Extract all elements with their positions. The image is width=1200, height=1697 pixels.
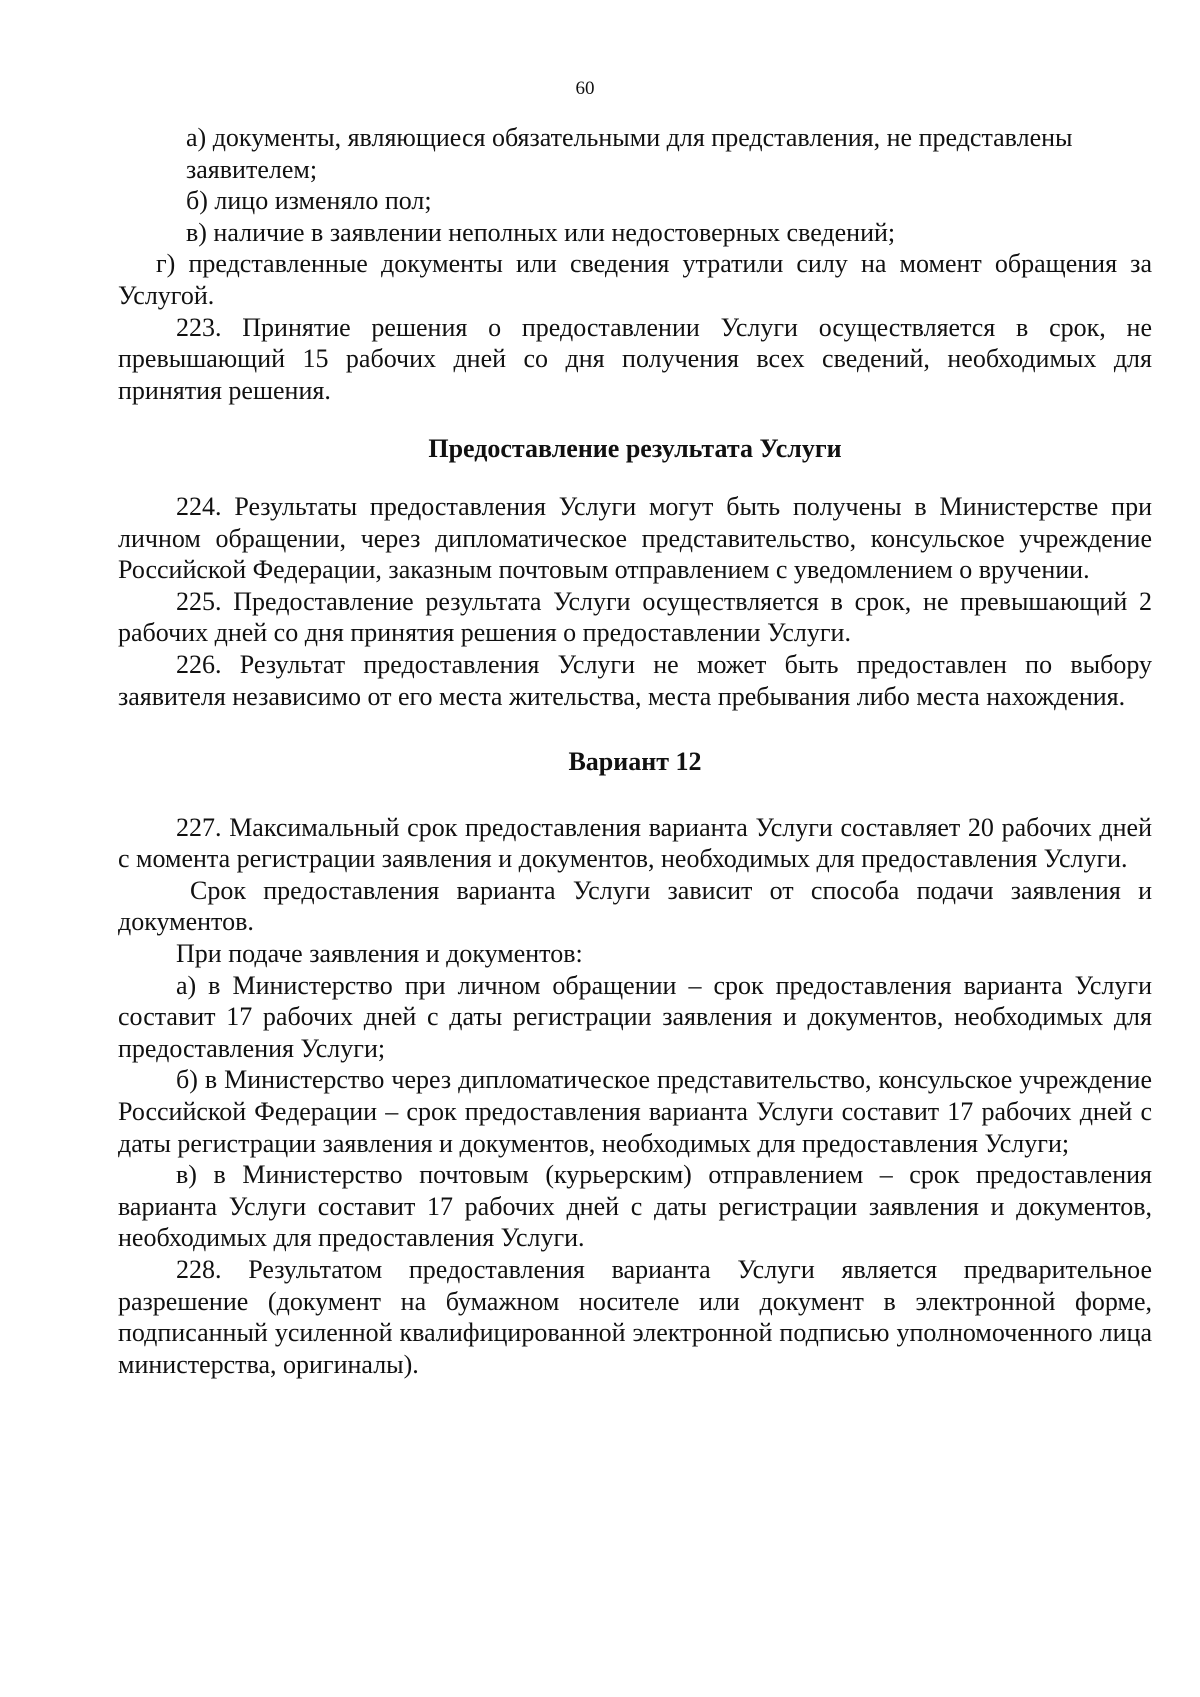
paragraph-225: 225. Предоставление результата Услуги осуществляется в срок, не превышающий 2 рабочих дней со дня принятия решения о предоставлении Услуги.	[118, 586, 1152, 648]
paragraph-227-a: а) в Министерство при личном обращении – срок предоставления варианта Услуги составит 17 рабочих дней с даты регистрации заявления и документов, необходимых для предоставления Услуги;	[118, 970, 1152, 1063]
paragraph-227-submit: При подаче заявления и документов:	[176, 939, 583, 969]
section-heading-result: Предоставление результата Услуги	[428, 434, 842, 464]
paragraph-228: 228. Результатом предоставления варианта Услуги является предварительное разрешение (документ на бумажном носителе или документ в электронной форме, подписанный усиленной квалифицированной электронной подписью уполномоченного лица министерства, оригиналы).	[118, 1255, 1152, 1379]
paragraph-227-b: б) в Министерство через дипломатическое представительство, консульское учреждение Российской Федерации – срок предоставления варианта Услуги составит 17 рабочих дней с даты регистрации заявления и документов, необходимых для предоставления Услуги;	[118, 1065, 1152, 1158]
document-body	[118, 122, 1152, 1380]
list-item-g: г) представленные документы или сведения утратили силу на момент обращения за Услугой.	[118, 249, 1152, 310]
paragraph-223: 223. Принятие решения о предоставлении Услуги осуществляется в срок, не превышающий 15 рабочих дней со дня получения всех сведений, необходимых для принятия решения.	[118, 312, 1152, 405]
section-heading-variant-12: Вариант 12	[568, 747, 702, 777]
paragraph-227: 227. Максимальный срок предоставления варианта Услуги составляет 20 рабочих дней с момента регистрации заявления и документов, необходимых для предоставления Услуги.	[118, 812, 1152, 874]
paragraph-226: 226. Результат предоставления Услуги не может быть предоставлен по выбору заявителя независимо от его места жительства, места пребывания либо места нахождения.	[118, 649, 1152, 711]
paragraph-224: 224. Результаты предоставления Услуги могут быть получены в Министерстве при личном обращении, через дипломатическое представительство, консульское учреждение Российской Федерации, заказным почтовым отправлением с уведомлением о вручении.	[118, 491, 1152, 585]
list-item-b: б) лицо изменяло пол;	[186, 186, 432, 216]
list-item-a: а) документы, являющиеся обязательными для представления, не представлены заявителем;	[186, 123, 1073, 184]
paragraph-227-v: в) в Министерство почтовым (курьерским) отправлением – срок предоставления варианта Услуги составит 17 рабочих дней с даты регистрации заявления и документов, необходимых для предоставления Услуги.	[118, 1160, 1152, 1253]
paragraph-227-term: Срок предоставления варианта Услуги зависит от способа подачи заявления и документов.	[118, 875, 1152, 937]
page-number: 60	[575, 78, 595, 99]
list-item-v: в) наличие в заявлении неполных или недостоверных сведений;	[186, 217, 896, 247]
